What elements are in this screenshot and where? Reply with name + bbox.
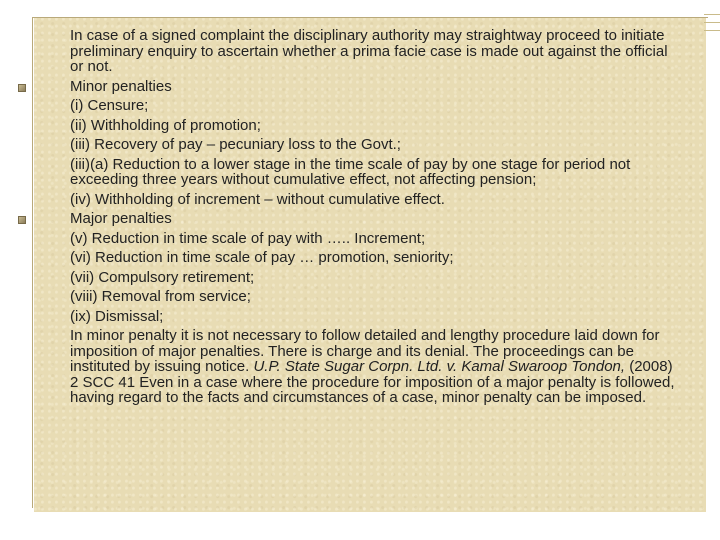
minor-item: (ii) Withholding of promotion; xyxy=(70,116,261,134)
minor-item: (i) Censure; xyxy=(70,97,149,114)
major-item: (vi) Reduction in time scale of pay … promotion, seniority; xyxy=(70,249,454,266)
closing-paragraph xyxy=(70,328,676,406)
major-penalties-heading: Major penalties xyxy=(70,210,172,227)
frame-left-line xyxy=(32,17,33,508)
minor-penalties-heading: Minor penalties xyxy=(70,77,172,95)
major-item: (viii) Removal from service; xyxy=(70,288,251,305)
closing-text-end: (2008) 2 SCC 41 Even in a case where the procedure for imposition of a major penalty is followed, having regard to the facts and circumstances of a case, minor penalty can be imposed. xyxy=(70,358,675,406)
major-item: (vii) Compulsory retirement; xyxy=(70,268,255,286)
bullet-major-penalties xyxy=(70,211,676,406)
bullet-minor-penalties xyxy=(70,79,676,208)
major-item: (ix) Dismissal; xyxy=(70,307,164,325)
corner-decoration xyxy=(704,14,720,23)
minor-item: (iii) Recovery of pay – pecuniary loss to the Govt.; xyxy=(70,136,401,153)
intro-paragraph: In case of a signed complaint the disciplinary authority may straightway proceed to initiate preliminary enquiry to ascertain whether a prima facie case is made out against the official or not. xyxy=(70,27,668,75)
minor-item: (iii)(a) Reduction to a lower stage in the time scale of pay by one stage for period not exceeding three years without cumulative effect, not affecting pension; xyxy=(70,155,631,188)
square-bullet-icon xyxy=(18,216,26,224)
minor-item: (iv) Withholding of increment – without cumulative effect. xyxy=(70,190,445,208)
corner-decoration-lower xyxy=(704,23,720,31)
closing-text-start: In minor penalty it is not necessary to follow detailed and lengthy procedure laid down for imposition of major penalties. There is charge and its denial. The proceedings can be instituted by issuing notice. xyxy=(70,327,660,375)
frame-top-line xyxy=(32,17,708,18)
major-item: (v) Reduction in time scale of pay with ….. Increment; xyxy=(70,229,426,247)
square-bullet-icon xyxy=(18,84,26,92)
case-citation: U.P. State Sugar Corpn. Ltd. v. Kamal Swaroop Tondon, xyxy=(253,358,626,375)
slide-text xyxy=(70,28,676,406)
